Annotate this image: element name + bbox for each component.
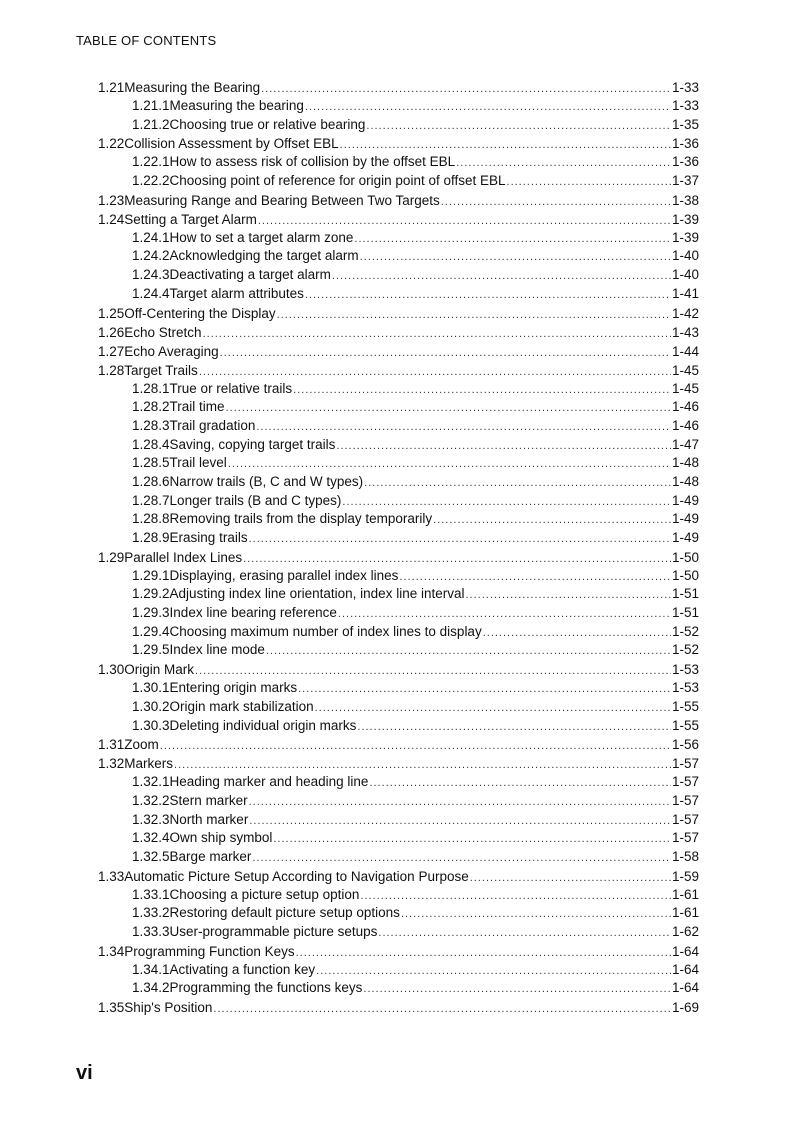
dot-leader	[360, 887, 671, 906]
toc-entry-number: 1.28.9	[132, 530, 170, 545]
toc-entry-page: 1-57	[671, 830, 699, 846]
dot-leader	[298, 680, 671, 699]
dot-leader	[366, 117, 671, 136]
toc-entry-page: 1-48	[671, 473, 699, 489]
toc-entry-number: 1.22.1	[132, 154, 170, 170]
toc-entry-page: 1-56	[671, 737, 699, 753]
toc-entry-page: 1-39	[671, 211, 699, 227]
toc-entry-page: 1-39	[671, 229, 699, 245]
toc-entry-title: Echo Stretch	[124, 324, 202, 340]
toc-entry-title: Target Trails	[124, 362, 198, 378]
toc-entry-number: 1.24	[98, 211, 125, 227]
toc-entry-page: 1-40	[671, 267, 699, 283]
toc-entry-1-28-7[interactable]	[98, 492, 699, 511]
dot-leader	[220, 344, 671, 363]
toc-entry-title: Choosing a picture setup option	[169, 886, 360, 902]
toc-entry-1-32-5[interactable]	[98, 848, 699, 867]
toc-entry-title: How to assess risk of collision by the offset EBL	[169, 154, 456, 170]
toc-entry-1-23[interactable]	[98, 191, 699, 210]
toc-entry-1-32-3[interactable]	[98, 811, 699, 830]
toc-entry-page: 1-44	[671, 343, 699, 359]
toc-entry-1-30-2[interactable]	[98, 698, 699, 717]
toc-entry-1-25[interactable]	[98, 304, 699, 323]
toc-entry-1-32-1[interactable]	[98, 773, 699, 792]
toc-entry-page: 1-46	[671, 399, 699, 415]
toc-entry-1-24-4[interactable]	[98, 285, 699, 304]
dot-leader	[363, 980, 671, 999]
dot-leader	[261, 80, 671, 99]
toc-entry-1-34[interactable]	[98, 942, 699, 961]
toc-entry-number: 1.21.1	[132, 98, 170, 113]
toc-entry-title: Own ship symbol	[169, 830, 273, 846]
toc-entry-page: 1-45	[671, 362, 699, 378]
toc-entry-title: Off-Centering the Display	[124, 305, 276, 321]
toc-entry-page: 1-51	[671, 586, 699, 602]
toc-entry-1-21-1[interactable]	[98, 97, 699, 116]
toc-entry-page: 1-43	[671, 324, 699, 340]
toc-entry-page: 1-55	[671, 717, 699, 733]
toc-entry-title: Trail time	[169, 399, 225, 415]
toc-entry-title: Programming the functions keys	[169, 980, 363, 996]
toc-entry-page: 1-51	[671, 605, 699, 621]
dot-leader	[338, 605, 671, 624]
dot-leader	[332, 267, 671, 286]
toc-entry-1-29-2[interactable]	[98, 585, 699, 604]
toc-entry-1-24-3[interactable]	[98, 266, 699, 285]
dot-leader	[305, 286, 671, 305]
dot-leader	[441, 193, 671, 212]
toc-entry-page: 1-62	[671, 924, 699, 939]
toc-entry-1-32[interactable]	[98, 754, 699, 773]
toc-entry-1-24-1[interactable]	[98, 229, 699, 248]
toc-entry-number: 1.28.1	[132, 380, 170, 396]
toc-entry-page: 1-38	[671, 192, 699, 208]
dot-leader	[364, 474, 671, 493]
toc-entry-number: 1.29.1	[132, 567, 170, 583]
dot-leader	[293, 381, 671, 400]
toc-entry-number: 1.23	[98, 192, 125, 208]
toc-entry-title: How to set a target alarm zone	[169, 229, 354, 245]
dot-leader	[378, 924, 671, 943]
toc-entry-1-28-9[interactable]	[98, 529, 699, 548]
toc-entry-number: 1.32.3	[132, 811, 170, 827]
toc-entry-1-21[interactable]	[98, 78, 699, 97]
dot-leader	[252, 849, 671, 868]
toc-entry-number: 1.24.2	[132, 248, 170, 264]
toc-entry-title: Origin Mark	[124, 662, 195, 678]
toc-entry-page: 1-61	[671, 905, 699, 921]
dot-leader	[316, 962, 671, 981]
page-header: TABLE OF CONTENTS	[76, 33, 217, 48]
toc-entry-1-30-3[interactable]	[98, 717, 699, 736]
dot-leader	[296, 944, 671, 963]
toc-entry-number: 1.31	[98, 737, 125, 753]
toc-entry-1-26[interactable]	[98, 323, 699, 342]
toc-entry-1-31[interactable]	[98, 735, 699, 754]
toc-entry-title: Barge marker	[169, 848, 252, 864]
toc-entry-number: 1.34.2	[132, 980, 170, 996]
toc-entry-1-21-2[interactable]	[98, 116, 699, 135]
dot-leader	[465, 586, 670, 605]
toc-entry-number: 1.26	[98, 324, 125, 340]
toc-entry-number: 1.33.1	[132, 886, 170, 902]
toc-entry-title: Origin mark stabilization	[169, 698, 314, 714]
toc-entry-1-28-6[interactable]	[98, 473, 699, 492]
toc-entry-title: Setting a Target Alarm	[124, 211, 257, 227]
toc-entry-title: Target alarm attributes	[169, 285, 304, 301]
toc-entry-page: 1-50	[671, 549, 699, 565]
toc-entry-1-28[interactable]	[98, 361, 699, 380]
toc-entry-number: 1.29.5	[132, 642, 170, 658]
toc-entry-title: Removing trails from the display temporarily	[169, 511, 433, 527]
toc-entry-page: 1-57	[671, 792, 699, 808]
toc-entry-page: 1-45	[671, 380, 699, 396]
toc-entry-title: Displaying, erasing parallel index lines	[169, 567, 399, 583]
toc-entry-page: 1-57	[671, 756, 699, 772]
dot-leader	[401, 905, 671, 924]
toc-entry-page: 1-53	[671, 662, 699, 678]
toc-entry-title: Echo Averaging	[124, 343, 219, 359]
toc-entry-1-29-1[interactable]	[98, 567, 699, 586]
toc-entry-page: 1-69	[671, 1000, 699, 1016]
toc-entry-title: Choosing maximum number of index lines to display	[169, 623, 482, 639]
toc-entry-title: Activating a function key	[169, 961, 316, 977]
toc-entry-1-30-1[interactable]	[98, 679, 699, 698]
toc-entry-page: 1-58	[671, 848, 699, 864]
toc-entry-number: 1.32.1	[132, 774, 170, 790]
toc-entry-number: 1.33.2	[132, 905, 170, 921]
dot-leader	[277, 306, 671, 325]
dot-leader	[213, 1000, 671, 1019]
toc-entry-number: 1.30.3	[132, 717, 170, 733]
toc-entry-title: Automatic Picture Setup According to Navigation Purpose	[124, 868, 469, 884]
toc-entry-number: 1.32	[98, 756, 125, 772]
toc-entry-title: User-programmable picture setups	[169, 924, 378, 939]
toc-entry-1-28-8[interactable]	[98, 510, 699, 529]
dot-leader	[360, 248, 671, 267]
toc-entry-1-22-1[interactable]	[98, 153, 699, 172]
toc-entry-1-29-4[interactable]	[98, 623, 699, 642]
toc-entry-title: Adjusting index line orientation, index line interval	[169, 586, 465, 602]
toc-entry-title: Collision Assessment by Offset EBL	[124, 136, 339, 152]
dot-leader	[433, 511, 671, 530]
toc-entry-title: Stern marker	[169, 792, 248, 808]
toc-entry-number: 1.32.2	[132, 792, 170, 808]
dot-leader	[369, 774, 671, 793]
toc-entry-1-27[interactable]	[98, 342, 699, 361]
toc-entry-number: 1.29	[98, 549, 125, 565]
toc-entry-page: 1-36	[671, 136, 699, 152]
toc-entry-title: Deactivating a target alarm	[169, 267, 331, 283]
toc-entry-page: 1-41	[671, 285, 699, 301]
toc-entry-page: 1-52	[671, 642, 699, 658]
toc-entry-1-35[interactable]	[98, 998, 699, 1017]
toc-entry-page: 1-33	[671, 98, 699, 113]
page-number-footer: vi	[76, 1062, 93, 1084]
toc-entry-page: 1-64	[671, 961, 699, 977]
toc-entry-number: 1.33	[98, 868, 125, 884]
toc-entry-1-29-5[interactable]	[98, 641, 699, 660]
dot-leader	[228, 455, 671, 474]
dot-leader	[305, 98, 671, 117]
toc-entry-1-28-5[interactable]	[98, 454, 699, 473]
toc-entry-title: Ship's Position	[124, 1000, 213, 1016]
toc-entry-1-33[interactable]	[98, 867, 699, 886]
dot-leader	[249, 812, 671, 831]
toc-entry-number: 1.29.4	[132, 623, 170, 639]
toc-entry-number: 1.29.3	[132, 605, 170, 621]
dot-leader	[160, 737, 671, 756]
toc-entry-number: 1.28.7	[132, 492, 170, 508]
toc-entry-title: True or relative trails	[169, 380, 293, 396]
toc-entry-title: Longer trails (B and C types)	[169, 492, 342, 508]
toc-entry-number: 1.24.3	[132, 267, 170, 283]
toc-entry-title: Choosing true or relative bearing	[169, 116, 366, 132]
toc-entry-1-33-1[interactable]	[98, 886, 699, 905]
toc-entry-number: 1.30	[98, 662, 125, 678]
toc-entry-page: 1-36	[671, 154, 699, 170]
toc-entry-title: Deleting individual origin marks	[169, 717, 357, 733]
toc-entry-number: 1.30.2	[132, 698, 170, 714]
dot-leader	[266, 642, 671, 661]
toc-entry-number: 1.22	[98, 136, 125, 152]
toc-entry-page: 1-49	[671, 530, 699, 545]
toc-entry-1-28-4[interactable]	[98, 436, 699, 455]
toc-entry-page: 1-46	[671, 417, 699, 433]
toc-entry-title: Index line bearing reference	[169, 605, 337, 621]
dot-leader	[203, 325, 671, 344]
dot-leader	[226, 399, 671, 418]
toc-entry-title: Narrow trails (B, C and W types)	[169, 473, 364, 489]
toc-entry-number: 1.25	[98, 305, 125, 321]
toc-entry-1-32-2[interactable]	[98, 792, 699, 811]
toc-entry-page: 1-37	[671, 173, 699, 189]
table-of-contents	[98, 78, 699, 1017]
toc-entry-number: 1.21	[98, 80, 125, 95]
toc-entry-title: Zoom	[124, 737, 159, 753]
dot-leader	[456, 154, 671, 173]
toc-entry-page: 1-35	[671, 116, 699, 132]
toc-entry-page: 1-49	[671, 492, 699, 508]
toc-entry-title: Measuring Range and Bearing Between Two Targets	[124, 192, 440, 208]
toc-entry-title: Index line mode	[169, 642, 265, 658]
toc-entry-title: Heading marker and heading line	[169, 774, 369, 790]
toc-entry-number: 1.24.1	[132, 229, 170, 245]
toc-entry-number: 1.24.4	[132, 285, 170, 301]
toc-entry-page: 1-47	[671, 436, 699, 452]
toc-entry-page: 1-57	[671, 774, 699, 790]
toc-entry-1-22[interactable]	[98, 134, 699, 153]
toc-entry-page: 1-64	[671, 980, 699, 996]
toc-entry-title: Parallel Index Lines	[124, 549, 243, 565]
toc-entry-1-28-3[interactable]	[98, 417, 699, 436]
toc-entry-title: Measuring the Bearing	[124, 80, 261, 95]
toc-entry-1-28-2[interactable]	[98, 398, 699, 417]
toc-entry-title: Entering origin marks	[169, 680, 298, 696]
dot-leader	[470, 869, 671, 888]
toc-entry-number: 1.21.2	[132, 116, 170, 132]
toc-entry-number: 1.28.4	[132, 436, 170, 452]
toc-entry-number: 1.32.5	[132, 848, 170, 864]
toc-entry-1-28-1[interactable]	[98, 380, 699, 399]
toc-entry-page: 1-52	[671, 623, 699, 639]
toc-entry-number: 1.27	[98, 343, 125, 359]
toc-entry-title: Erasing trails	[169, 530, 248, 545]
dot-leader	[273, 830, 671, 849]
toc-entry-title: Trail gradation	[169, 417, 256, 433]
toc-entry-number: 1.22.2	[132, 173, 170, 189]
toc-entry-page: 1-50	[671, 567, 699, 583]
dot-leader	[249, 530, 671, 549]
toc-entry-title: Programming Function Keys	[124, 943, 295, 959]
toc-entry-1-30[interactable]	[98, 660, 699, 679]
toc-entry-number: 1.34	[98, 943, 125, 959]
toc-entry-1-32-4[interactable]	[98, 829, 699, 848]
dot-leader	[315, 699, 671, 718]
toc-entry-title: North marker	[169, 811, 249, 827]
toc-entry-number: 1.28	[98, 362, 125, 378]
toc-entry-title: Acknowledging the target alarm	[169, 248, 359, 264]
toc-entry-1-34-1[interactable]	[98, 961, 699, 980]
toc-entry-page: 1-64	[671, 943, 699, 959]
toc-entry-title: Measuring the bearing	[169, 98, 304, 113]
toc-entry-number: 1.34.1	[132, 961, 170, 977]
toc-entry-page: 1-42	[671, 305, 699, 321]
toc-entry-number: 1.30.1	[132, 680, 170, 696]
toc-entry-number: 1.28.3	[132, 417, 170, 433]
toc-entry-1-24-2[interactable]	[98, 247, 699, 266]
toc-entry-title: Trail level	[169, 455, 227, 471]
dot-leader	[483, 624, 671, 643]
dot-leader	[336, 437, 671, 456]
toc-entry-number: 1.28.8	[132, 511, 170, 527]
toc-entry-number: 1.28.2	[132, 399, 170, 415]
dot-leader	[256, 418, 671, 437]
toc-entry-page: 1-49	[671, 511, 699, 527]
dot-leader	[249, 793, 671, 812]
dot-leader	[357, 718, 671, 737]
toc-entry-1-29-3[interactable]	[98, 604, 699, 623]
toc-entry-number: 1.28.5	[132, 455, 170, 471]
dot-leader	[399, 568, 671, 587]
toc-entry-1-29[interactable]	[98, 548, 699, 567]
toc-entry-page: 1-53	[671, 680, 699, 696]
toc-entry-1-22-2[interactable]	[98, 172, 699, 191]
toc-entry-1-33-2[interactable]	[98, 904, 699, 923]
toc-entry-page: 1-55	[671, 698, 699, 714]
toc-entry-page: 1-57	[671, 811, 699, 827]
toc-entry-page: 1-40	[671, 248, 699, 264]
toc-entry-page: 1-61	[671, 886, 699, 902]
toc-entry-page: 1-33	[671, 80, 699, 95]
toc-entry-page: 1-48	[671, 455, 699, 471]
toc-entry-title: Restoring default picture setup options	[169, 905, 400, 921]
toc-entry-1-33-3[interactable]	[98, 923, 699, 942]
toc-entry-1-34-2[interactable]	[98, 979, 699, 998]
toc-entry-number: 1.35	[98, 1000, 125, 1016]
toc-entry-number: 1.29.2	[132, 586, 170, 602]
toc-entry-page: 1-59	[671, 868, 699, 884]
toc-entry-number: 1.33.3	[132, 924, 170, 939]
dot-leader	[342, 493, 671, 512]
toc-entry-title: Saving, copying target trails	[169, 436, 336, 452]
toc-entry-number: 1.32.4	[132, 830, 170, 846]
toc-entry-title: Markers	[124, 756, 174, 772]
dot-leader	[507, 173, 671, 192]
toc-entry-title: Choosing point of reference for origin point of offset EBL	[169, 173, 506, 189]
dot-leader	[354, 230, 671, 249]
toc-entry-1-24[interactable]	[98, 210, 699, 229]
toc-entry-number: 1.28.6	[132, 473, 170, 489]
